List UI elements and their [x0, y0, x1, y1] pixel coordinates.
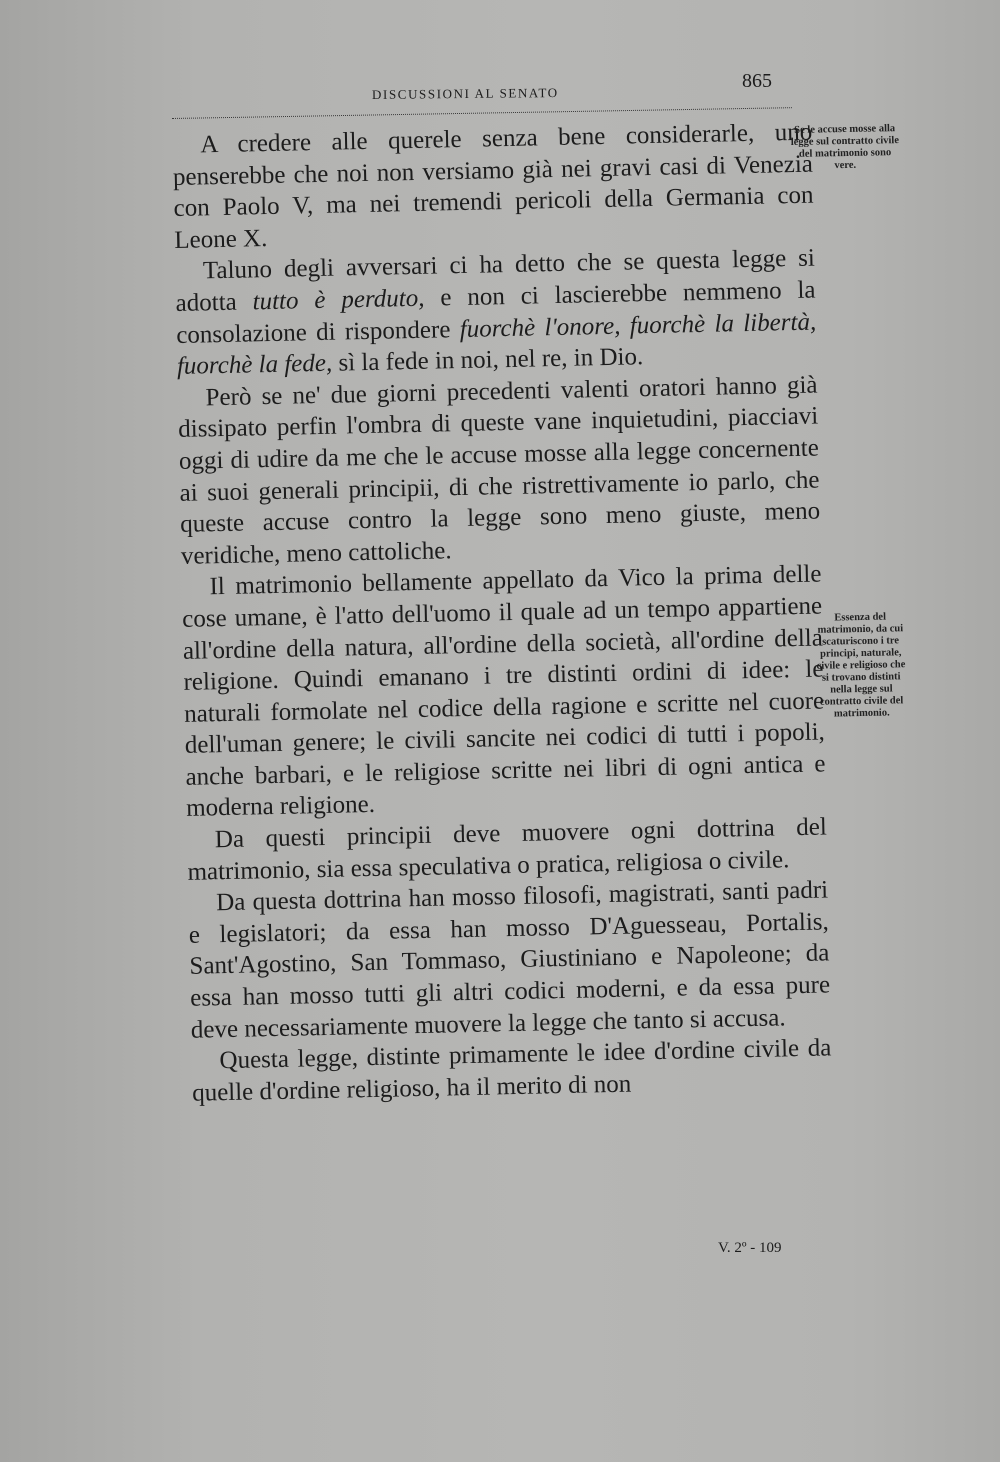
paragraph-7: Questa legge, distinte primamente le idee d'ordine civile da quelle d'ordine religioso, ha il merito di non: [191, 1034, 832, 1107]
paragraph-4: Il matrimonio bellamente appellato da Vico la prima delle cose umane, è l'atto dell'uomo il quale ad un tempo appartiene all'ordine della natura, all'ordine della società, all'ordine della religione. Quindi emanano i tre distinti ordini di idee: le naturali formolate nel codice della ragione e scritte nel cuore dell'uman genere; le civili sancite nei codici di tutti i popoli, anche barbari, e le religiose scritte nei libri di ogni antica e moderna religione.: [181, 560, 826, 823]
paragraph-2: [175, 243, 818, 383]
paragraph-2-text-c: sì la fede in noi, nel re, in Dio.: [331, 343, 644, 377]
margin-note-essenza: Essenza del matrimonio, da cui scaturiscono i tre principi, naturale, civile e religioso che si trovano distinti nella legge sul contratto civile del matrimonio.: [816, 611, 906, 720]
paragraph-5: Da questi principii deve muovere ogni dottrina del matrimonio, sia essa speculativa o pratica, religiosa o civile.: [187, 813, 828, 886]
margin-note-accuse: Se le accuse mosse alla legge sul contratto civile del matrimonio sono vere.: [790, 123, 900, 172]
paragraph-6: Da questa dottrina han mosso filosofi, magistrati, santi padri e legislatori; da essa han mosso D'Aguesseau, Portalis, Sant'Agostino, San Tommaso, Giustiniano e Napoleone; da essa han mosso tutti gli altri codici moderni, e da essa pure deve necessariamente muovere la legge che tanto si accusa.: [188, 876, 831, 1044]
paragraph-2-text-b: e non ci lascierebbe nemmeno la consolazione di rispondere: [176, 276, 816, 349]
paragraph-2-text-a: Taluno degli avversari ci ha detto che se questa legge si adotta: [175, 244, 816, 317]
paragraph-1: A credere alle querele senza bene considerarle, uno penserebbe che noi non versiamo già nei gravi casi di Venezia con Paolo V, ma nei tremendi pericoli della Germania con Leone X.: [172, 118, 814, 254]
running-head: DISCUSSIONI AL SENATO: [371, 85, 559, 102]
body-text: [172, 117, 832, 1110]
paragraph-2-italic-2: fuorchè l'onore, fuorchè la libertà, fuorchè la fede,: [176, 308, 817, 381]
header-rule: [172, 107, 792, 119]
page-number: 865: [742, 70, 772, 92]
signature-mark: V. 2º - 109: [718, 1240, 782, 1256]
paragraph-3: Però se ne' due giorni precedenti valenti oratori hanno già dissipato perfin l'ombra di queste vane inquietudini, piacciavi oggi di udire da me che le accuse mosse alla legge concernente ai suoi generali principii, di che ristrettivamente io parlo, che queste accuse contro la legge sono meno giuste, meno veridiche, meno cattoliche.: [177, 371, 821, 570]
paragraph-2-italic-1: tutto è perduto,: [252, 284, 425, 316]
